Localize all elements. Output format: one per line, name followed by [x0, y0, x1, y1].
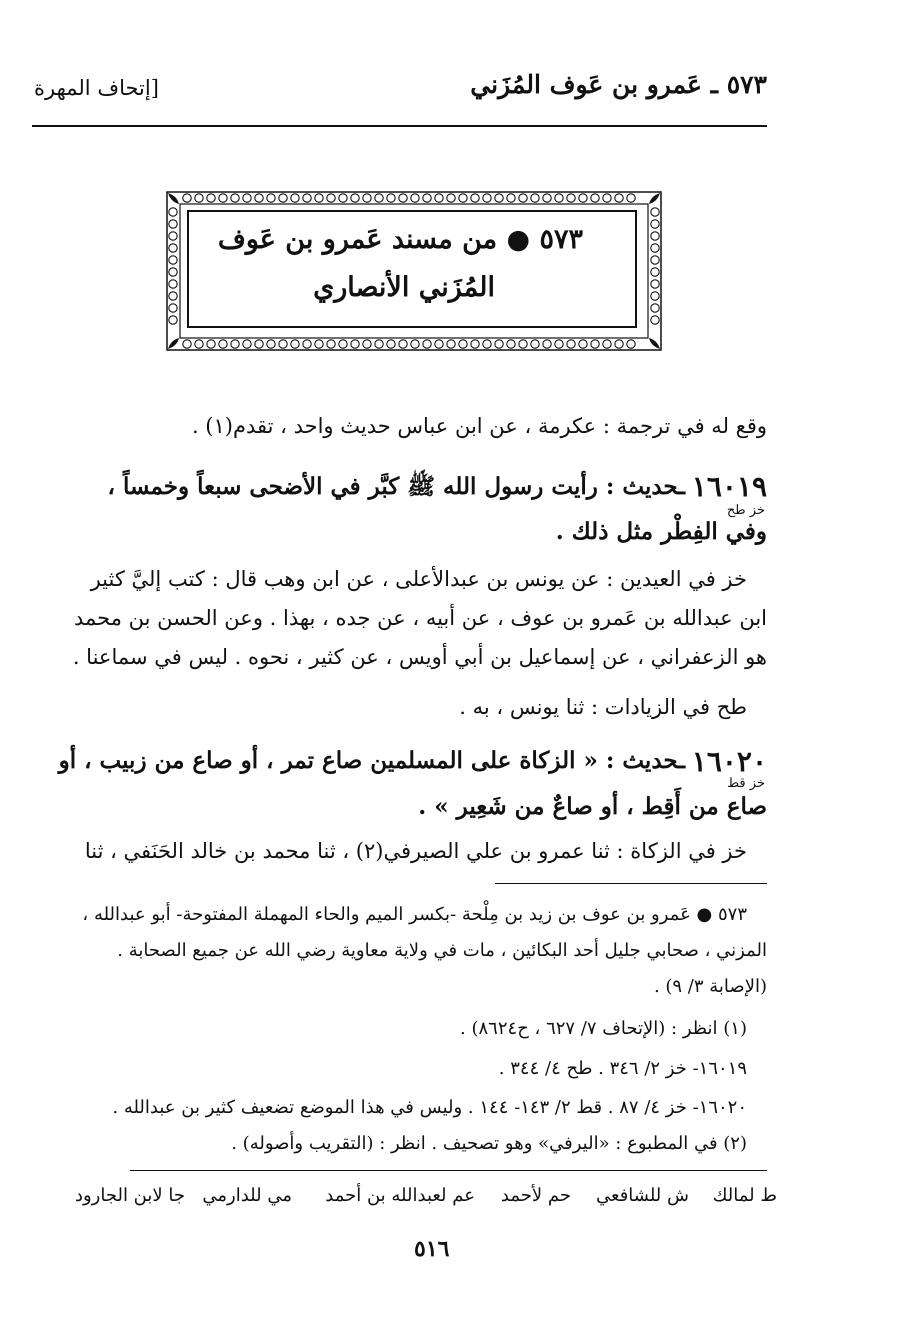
- footnote-line: (الإصابة ٣/ ٩) .: [653, 976, 767, 997]
- chain-line: طح في الزيادات : ثنا يونس ، به .: [459, 695, 747, 719]
- footnote-line: ١٦٠٢٠- خز ٤/ ٨٧ . قط ٢/ ١٤٣- ١٤٤ . وليس في هذا الموضع تضعيف كثير بن عبدالله .: [112, 1097, 747, 1118]
- hadith-number-16020: ١٦٠٢٠: [691, 745, 767, 778]
- chain-line: خز في الزكاة : ثنا عمرو بن علي الصيرفي(٢) ، ثنا محمد بن خالد الحَنَفي ، ثنا: [84, 839, 747, 863]
- ornamental-title-frame: [165, 190, 663, 352]
- footnote-line: المزني ، صحابي جليل أحد البكائين ، مات في ولاية معاوية رضي الله عن جميع الصحابة .: [117, 940, 767, 961]
- hadith-sigla-16019: خز طح: [726, 503, 765, 518]
- running-header-book-title: [إتحاف المهرة: [34, 76, 159, 100]
- hadith-number-16019: ١٦٠١٩: [691, 470, 767, 503]
- chain-line: ابن عبدالله بن عَمرو بن عوف ، عن أبيه ، عن جده ، بهذا . وعن الحسن بن محمد: [73, 606, 767, 630]
- page-number: ٥١٦: [414, 1236, 450, 1262]
- running-header-section-title: ٥٧٣ ـ عَمرو بن عَوف المُزَني: [470, 70, 767, 99]
- abbreviation-item: حم لأحمد: [500, 1185, 571, 1206]
- abbreviation-item: جا لابن الجارود: [74, 1185, 185, 1206]
- header-rule: [32, 125, 767, 127]
- abbreviations-rule: [130, 1170, 767, 1171]
- footnote-line: (١) انظر : (الإتحاف ٧/ ٦٢٧ ، ح٨٦٢٤) .: [460, 1018, 747, 1039]
- abbreviation-item: عم لعبدالله بن أحمد: [325, 1185, 475, 1206]
- hadith-text-16020-line2: صاع من أَقِط ، أو صاعٌ من شَعِير » .: [418, 793, 767, 820]
- hadith-sigla-16020: خز قط: [727, 776, 765, 791]
- abbreviation-item: ش للشافعي: [596, 1185, 689, 1206]
- footnote-line: ١٦٠١٩- خز ٢/ ٣٤٦ . طح ٤/ ٣٤٤ .: [498, 1058, 747, 1079]
- chapter-title-line1: ٥٧٣ ● من مسند عَمرو بن عَوف: [217, 224, 583, 255]
- intro-paragraph: وقع له في ترجمة : عكرمة ، عن ابن عباس حديث واحد ، تقدم(١) .: [191, 414, 767, 438]
- footnote-line: ٥٧٣ ● عَمرو بن عوف بن زيد بن مِلْحة -بكسر الميم والحاء المهملة المفتوحة- أبو عبدالله ،: [82, 904, 747, 925]
- chain-line: هو الزعفراني ، عن إسماعيل بن أبي أويس ، عن كثير ، نحوه . ليس في سماعنا .: [72, 645, 767, 669]
- footnote-line: (٢) في المطبوع : «اليرفي» وهو تصحيف . انظر : (التقريب وأصوله) .: [231, 1133, 747, 1154]
- hadith-text-16019-line1: ـحديث : رأيت رسول الله ﷺ كبَّر في الأضحى سبعاً وخمساً ،: [107, 473, 685, 500]
- hadith-text-16020-line1: ـحديث : « الزكاة على المسلمين صاع تمر ، أو صاع من زبيب ، أو: [58, 747, 685, 774]
- hadith-text-16019-line2: وفي الفِطْر مثل ذلك .: [555, 518, 767, 545]
- abbreviation-item: ط لمالك: [712, 1185, 777, 1206]
- abbreviation-item: مي للدارمي: [202, 1185, 292, 1206]
- chain-line: خز في العيدين : عن يونس بن عبدالأعلى ، عن ابن وهب قال : كتب إليَّ كثير: [90, 567, 747, 591]
- chapter-title-line2: المُزَني الأنصاري: [313, 272, 495, 303]
- footnote-rule: [495, 883, 767, 884]
